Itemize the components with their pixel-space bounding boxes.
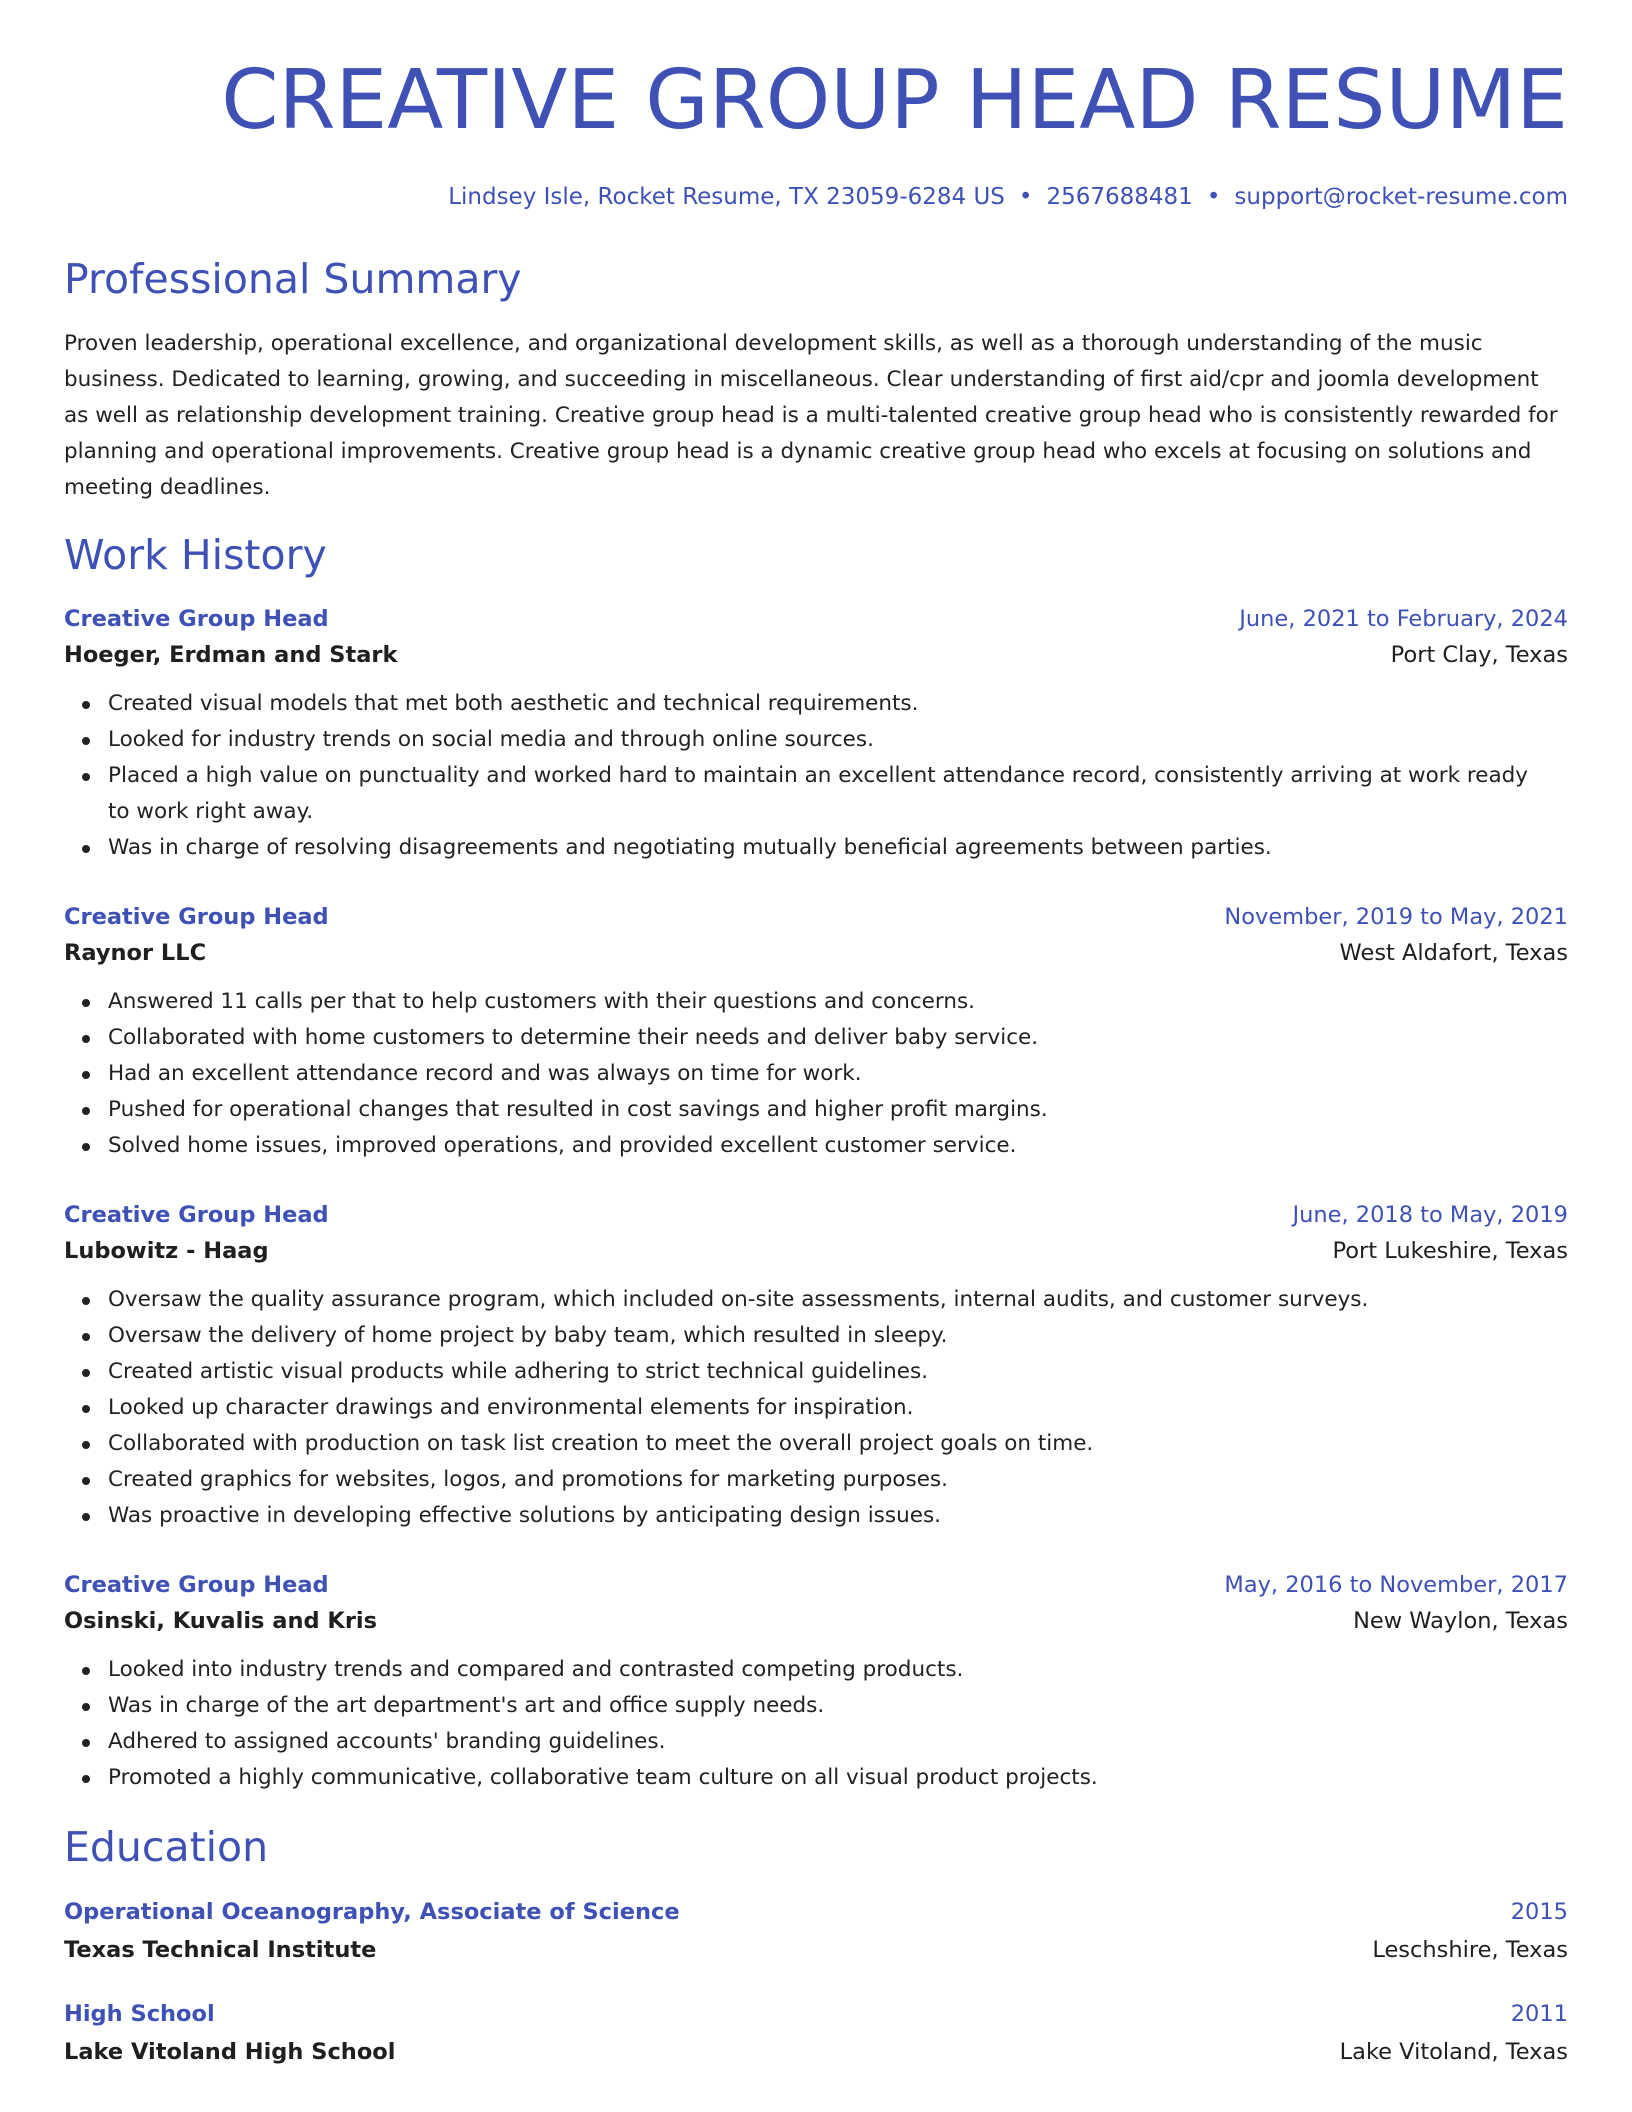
education-school-row bbox=[64, 1930, 1568, 1970]
job-dates: June, 2018 to May, 2019 bbox=[1292, 1202, 1568, 1228]
job-bullet: Had an excellent attendance record and was always on time for work. bbox=[108, 1056, 1568, 1092]
job-location: Port Clay, Texas bbox=[1390, 642, 1568, 668]
education-heading: Education bbox=[64, 1823, 269, 1871]
job-company-row bbox=[64, 1602, 1568, 1640]
education-school: Lake Vitoland High School bbox=[64, 2039, 396, 2065]
job-bullet: Pushed for operational changes that resulted in cost savings and higher profit margins. bbox=[108, 1092, 1568, 1128]
job-bullets bbox=[64, 1652, 1568, 1796]
job-location: Port Lukeshire, Texas bbox=[1332, 1238, 1568, 1264]
job-bullets bbox=[64, 686, 1568, 866]
education-location: Lake Vitoland, Texas bbox=[1339, 2039, 1568, 2065]
education-degree: High School bbox=[64, 2001, 215, 2027]
job-entry bbox=[64, 1198, 1568, 1534]
job-bullet: Placed a high value on punctuality and worked hard to maintain an excellent attendance record, consistently arriving at work ready to work right away. bbox=[108, 758, 1568, 830]
contact-separator: • bbox=[1018, 184, 1033, 210]
education-header-row bbox=[64, 1894, 1568, 1930]
job-bullets bbox=[64, 984, 1568, 1164]
job-bullet: Looked up character drawings and environmental elements for inspiration. bbox=[108, 1390, 1568, 1426]
education-header-row bbox=[64, 1996, 1568, 2032]
education-year: 2015 bbox=[1510, 1899, 1568, 1925]
job-header-row bbox=[64, 1198, 1568, 1232]
job-role: Creative Group Head bbox=[64, 1202, 329, 1228]
education-degree: Operational Oceanography, Associate of Science bbox=[64, 1899, 680, 1925]
job-bullet: Created artistic visual products while adhering to strict technical guidelines. bbox=[108, 1354, 1568, 1390]
contact-email: support@rocket-resume.com bbox=[1234, 184, 1568, 210]
job-entry bbox=[64, 602, 1568, 866]
contact-phone: 2567688481 bbox=[1046, 184, 1193, 210]
job-location: New Waylon, Texas bbox=[1353, 1608, 1568, 1634]
job-location: West Aldafort, Texas bbox=[1339, 940, 1568, 966]
job-bullet: Collaborated with home customers to determine their needs and deliver baby service. bbox=[108, 1020, 1568, 1056]
job-bullet: Was proactive in developing effective solutions by anticipating design issues. bbox=[108, 1498, 1568, 1534]
job-company: Hoeger, Erdman and Stark bbox=[64, 642, 398, 668]
education-location: Leschshire, Texas bbox=[1372, 1937, 1568, 1963]
job-header-row bbox=[64, 900, 1568, 934]
resume-page bbox=[64, 0, 1568, 2072]
job-bullet: Solved home issues, improved operations, and provided excellent customer service. bbox=[108, 1128, 1568, 1164]
education-school-row bbox=[64, 2032, 1568, 2072]
job-bullet: Oversaw the delivery of home project by baby team, which resulted in sleepy. bbox=[108, 1318, 1568, 1354]
work-history-heading: Work History bbox=[64, 531, 327, 579]
resume-title: CREATIVE GROUP HEAD RESUME bbox=[221, 53, 1568, 148]
job-company: Raynor LLC bbox=[64, 940, 207, 966]
job-company: Lubowitz - Haag bbox=[64, 1238, 269, 1264]
job-bullet: Created graphics for websites, logos, and promotions for marketing purposes. bbox=[108, 1462, 1568, 1498]
summary-heading: Professional Summary bbox=[64, 255, 522, 303]
job-dates: May, 2016 to November, 2017 bbox=[1224, 1572, 1568, 1598]
job-role: Creative Group Head bbox=[64, 904, 329, 930]
job-bullet: Created visual models that met both aesthetic and technical requirements. bbox=[108, 686, 1568, 722]
contact-separator: • bbox=[1206, 184, 1221, 210]
job-entry bbox=[64, 1568, 1568, 1796]
job-bullet: Answered 11 calls per that to help customers with their questions and concerns. bbox=[108, 984, 1568, 1020]
job-header-row bbox=[64, 1568, 1568, 1602]
contact-line bbox=[64, 182, 1568, 212]
job-company-row bbox=[64, 934, 1568, 972]
job-bullet: Looked for industry trends on social media and through online sources. bbox=[108, 722, 1568, 758]
job-bullet: Was in charge of resolving disagreements and negotiating mutually beneficial agreements between parties. bbox=[108, 830, 1568, 866]
job-entry bbox=[64, 900, 1568, 1164]
job-company-row bbox=[64, 1232, 1568, 1270]
education-year: 2011 bbox=[1510, 2001, 1568, 2027]
education-entry bbox=[64, 1996, 1568, 2072]
job-bullet: Oversaw the quality assurance program, which included on-site assessments, internal audits, and customer surveys. bbox=[108, 1282, 1568, 1318]
job-role: Creative Group Head bbox=[64, 606, 329, 632]
job-bullet: Was in charge of the art department's art and office supply needs. bbox=[108, 1688, 1568, 1724]
job-header-row bbox=[64, 602, 1568, 636]
job-bullet: Looked into industry trends and compared and contrasted competing products. bbox=[108, 1652, 1568, 1688]
job-dates: June, 2021 to February, 2024 bbox=[1239, 606, 1568, 632]
job-dates: November, 2019 to May, 2021 bbox=[1224, 904, 1568, 930]
contact-address: Lindsey Isle, Rocket Resume, TX 23059-6284 US bbox=[448, 184, 1005, 210]
job-bullet: Promoted a highly communicative, collaborative team culture on all visual product projects. bbox=[108, 1760, 1568, 1796]
job-company: Osinski, Kuvalis and Kris bbox=[64, 1608, 378, 1634]
summary-text: Proven leadership, operational excellence, and organizational development skills, as well as a thorough understanding of the music business. Dedicated to learning, growing, and succeeding in miscellaneous. Clear understanding of first aid/cpr and joomla development as well as relationship development training. Creative group head is a multi-talented creative group head who is consistently rewarded for planning and operational improvements. Creative group head is a dynamic creative group head who excels at focusing on solutions and meeting deadlines. bbox=[64, 331, 1558, 500]
job-bullets bbox=[64, 1282, 1568, 1534]
education-entry bbox=[64, 1894, 1568, 1970]
job-bullet: Collaborated with production on task list creation to meet the overall project goals on time. bbox=[108, 1426, 1568, 1462]
job-bullet: Adhered to assigned accounts' branding guidelines. bbox=[108, 1724, 1568, 1760]
job-role: Creative Group Head bbox=[64, 1572, 329, 1598]
education-school: Texas Technical Institute bbox=[64, 1937, 377, 1963]
job-company-row bbox=[64, 636, 1568, 674]
